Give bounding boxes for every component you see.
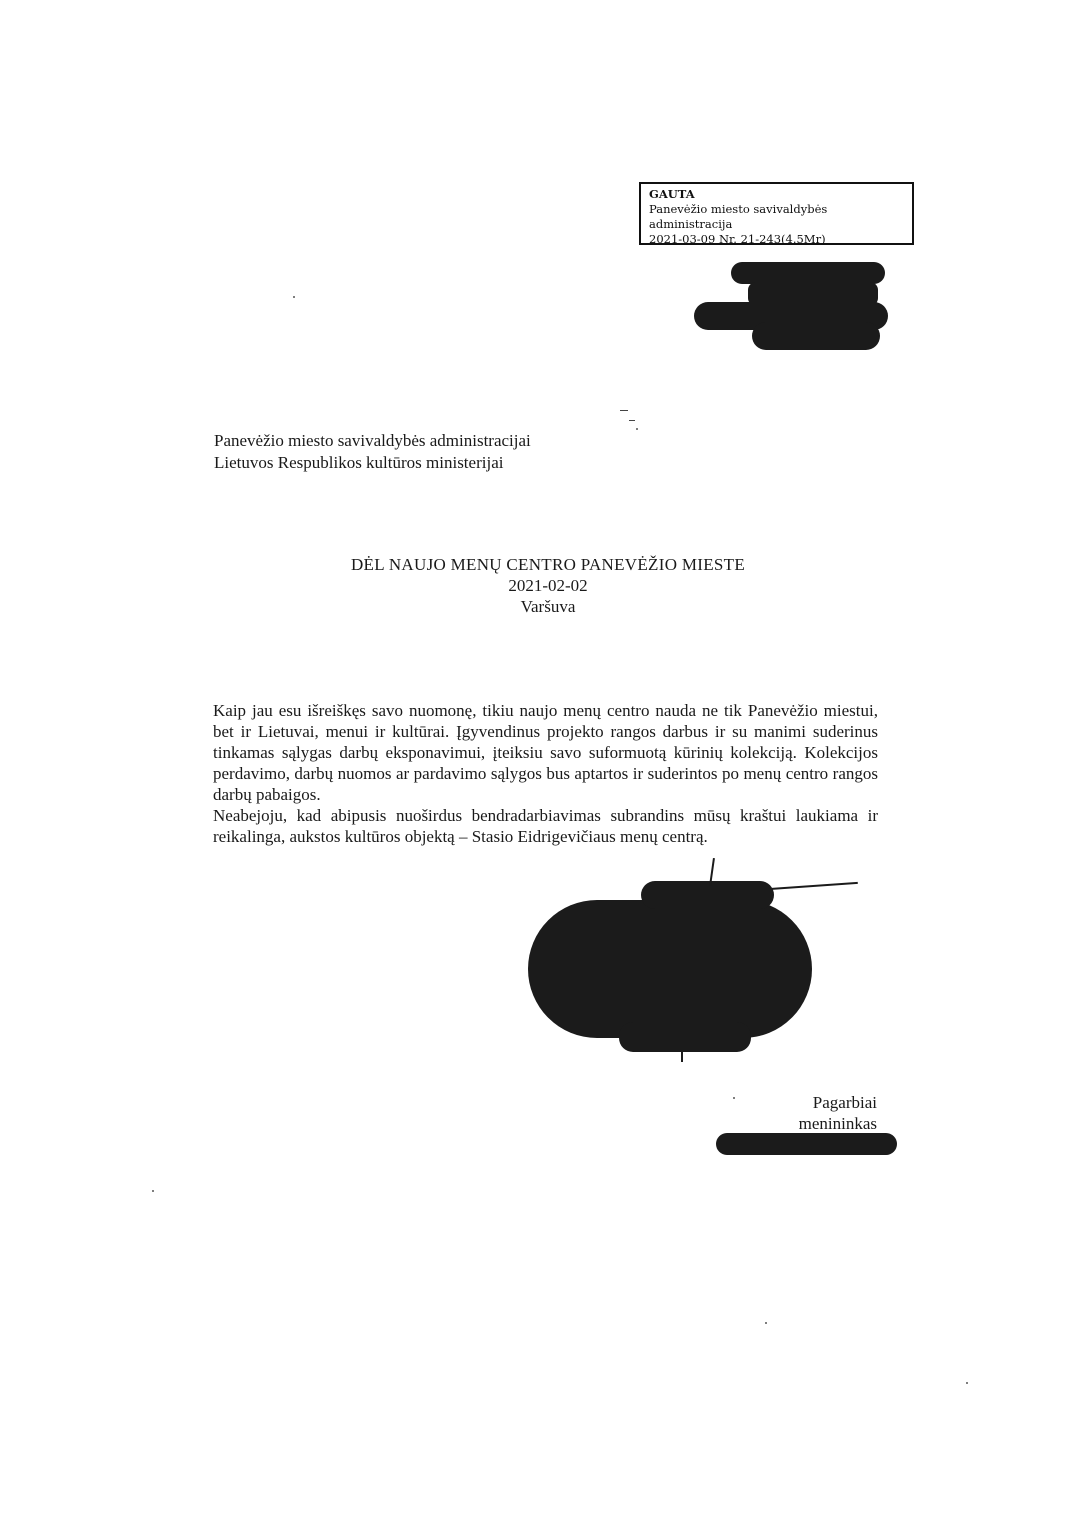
received-stamp xyxy=(639,182,914,245)
body-paragraph: Kaip jau esu išreiškęs savo nuomonę, tikiu naujo menų centro nauda ne tik Panevėžio miestui, bet ir Lietuvai, menui ir kultūrai. Įgyvendinus projekto rangos darbus ir su manimi suderinus tinkamas sąlygas darbų eksponavimui, įteiksiu savo suformuotą kūrinių kolekciją. Kolekcijos perdavimo, darbų nuomos ar pardavimo sąlygos bus aptartos ir suderintos po menų centro rangos darbų pabaigos. xyxy=(213,701,878,804)
stamp-institution: Panevėžio miesto savivaldybės administracija xyxy=(649,202,828,231)
stamp-title: GAUTA xyxy=(649,187,695,201)
letter-place: Varšuva xyxy=(520,597,576,616)
closing-regards: Pagarbiai xyxy=(812,1093,877,1112)
letter-closing xyxy=(799,1092,877,1134)
redacted-signatory-name xyxy=(716,1133,897,1155)
letter-subject: DĖL NAUJO MENŲ CENTRO PANEVĖŽIO MIESTE xyxy=(350,555,746,574)
recipients-block xyxy=(214,430,531,474)
stamp-registration: 2021-03-09 Nr. 21-243(4.5Mr) xyxy=(649,232,826,246)
letter-body xyxy=(213,700,878,847)
recipient-line: Panevėžio miesto savivaldybės administracijai xyxy=(214,431,531,450)
letter-heading xyxy=(0,554,1080,617)
recipient-line: Lietuvos Respublikos kultūros ministerijai xyxy=(214,453,504,472)
letter-date: 2021-02-02 xyxy=(508,576,588,595)
body-paragraph: Neabejoju, kad abipusis nuoširdus bendradarbiavimas subrandins mūsų kraštui laukiama ir reikalinga, aukstos kultūros objektą – Stasio Eidrigevičiaus menų centrą. xyxy=(213,806,878,846)
signatory-role: menininkas xyxy=(798,1114,877,1133)
